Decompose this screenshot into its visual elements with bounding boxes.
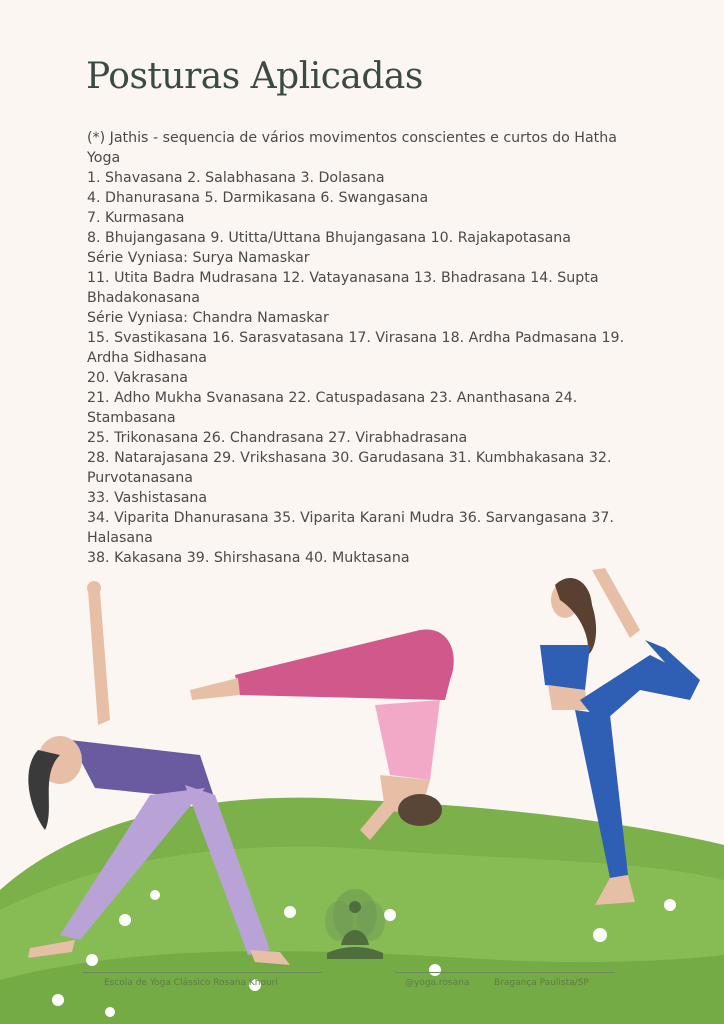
footer-school: Escola de Yoga Clássico Rosana Khouri [104, 978, 278, 988]
list-line: 4. Dhanurasana 5. Darmikasana 6. Swangasana [87, 190, 429, 206]
list-line: Série Vyniasa: Chandra Namaskar [87, 310, 329, 326]
footer [0, 972, 724, 1012]
list-line: 25. Trikonasana 26. Chandrasana 27. Virabhadrasana [87, 430, 468, 446]
list-line: 34. Viparita Dhanurasana 35. Viparita Karani Mudra 36. Sarvangasana 37. Halasana [87, 510, 614, 546]
posture-list [87, 128, 647, 568]
page-title: Posturas Aplicadas [86, 56, 423, 97]
footer-divider [395, 972, 615, 973]
list-line: 33. Vashistasana [87, 490, 208, 506]
list-line: 15. Svastikasana 16. Sarasvatasana 17. Virasana 18. Ardha Padmasana 19. Ardha Sidhasana [87, 330, 625, 366]
list-line: Série Vyniasa: Surya Namaskar [87, 250, 310, 266]
list-line: 1. Shavasana 2. Salabhasana 3. Dolasana [87, 170, 385, 186]
list-line: 28. Natarajasana 29. Vrikshasana 30. Garudasana 31. Kumbhakasana 32. Purvotanasana [87, 450, 612, 486]
list-line: 8. Bhujangasana 9. Utitta/Uttana Bhujangasana 10. Rajakapotasana [87, 230, 571, 246]
footer-city: Bragança Paulista/SP [494, 978, 589, 988]
list-line: 38. Kakasana 39. Shirshasana 40. Muktasana [87, 550, 410, 566]
yoga-illustration [0, 560, 724, 1024]
list-line: 20. Vakrasana [87, 370, 188, 386]
footer-instagram[interactable]: @yoga.rosana [405, 978, 470, 988]
list-line: (*) Jathis - sequencia de vários movimentos conscientes e curtos do Hatha Yoga [87, 130, 617, 166]
list-line: 11. Utita Badra Mudrasana 12. Vatayanasana 13. Bhadrasana 14. Supta Bhadakonasana [87, 270, 599, 306]
list-line: 7. Kurmasana [87, 210, 185, 226]
list-line: 21. Adho Mukha Svanasana 22. Catuspadasana 23. Ananthasana 24. Stambasana [87, 390, 578, 426]
footer-divider [82, 972, 322, 973]
